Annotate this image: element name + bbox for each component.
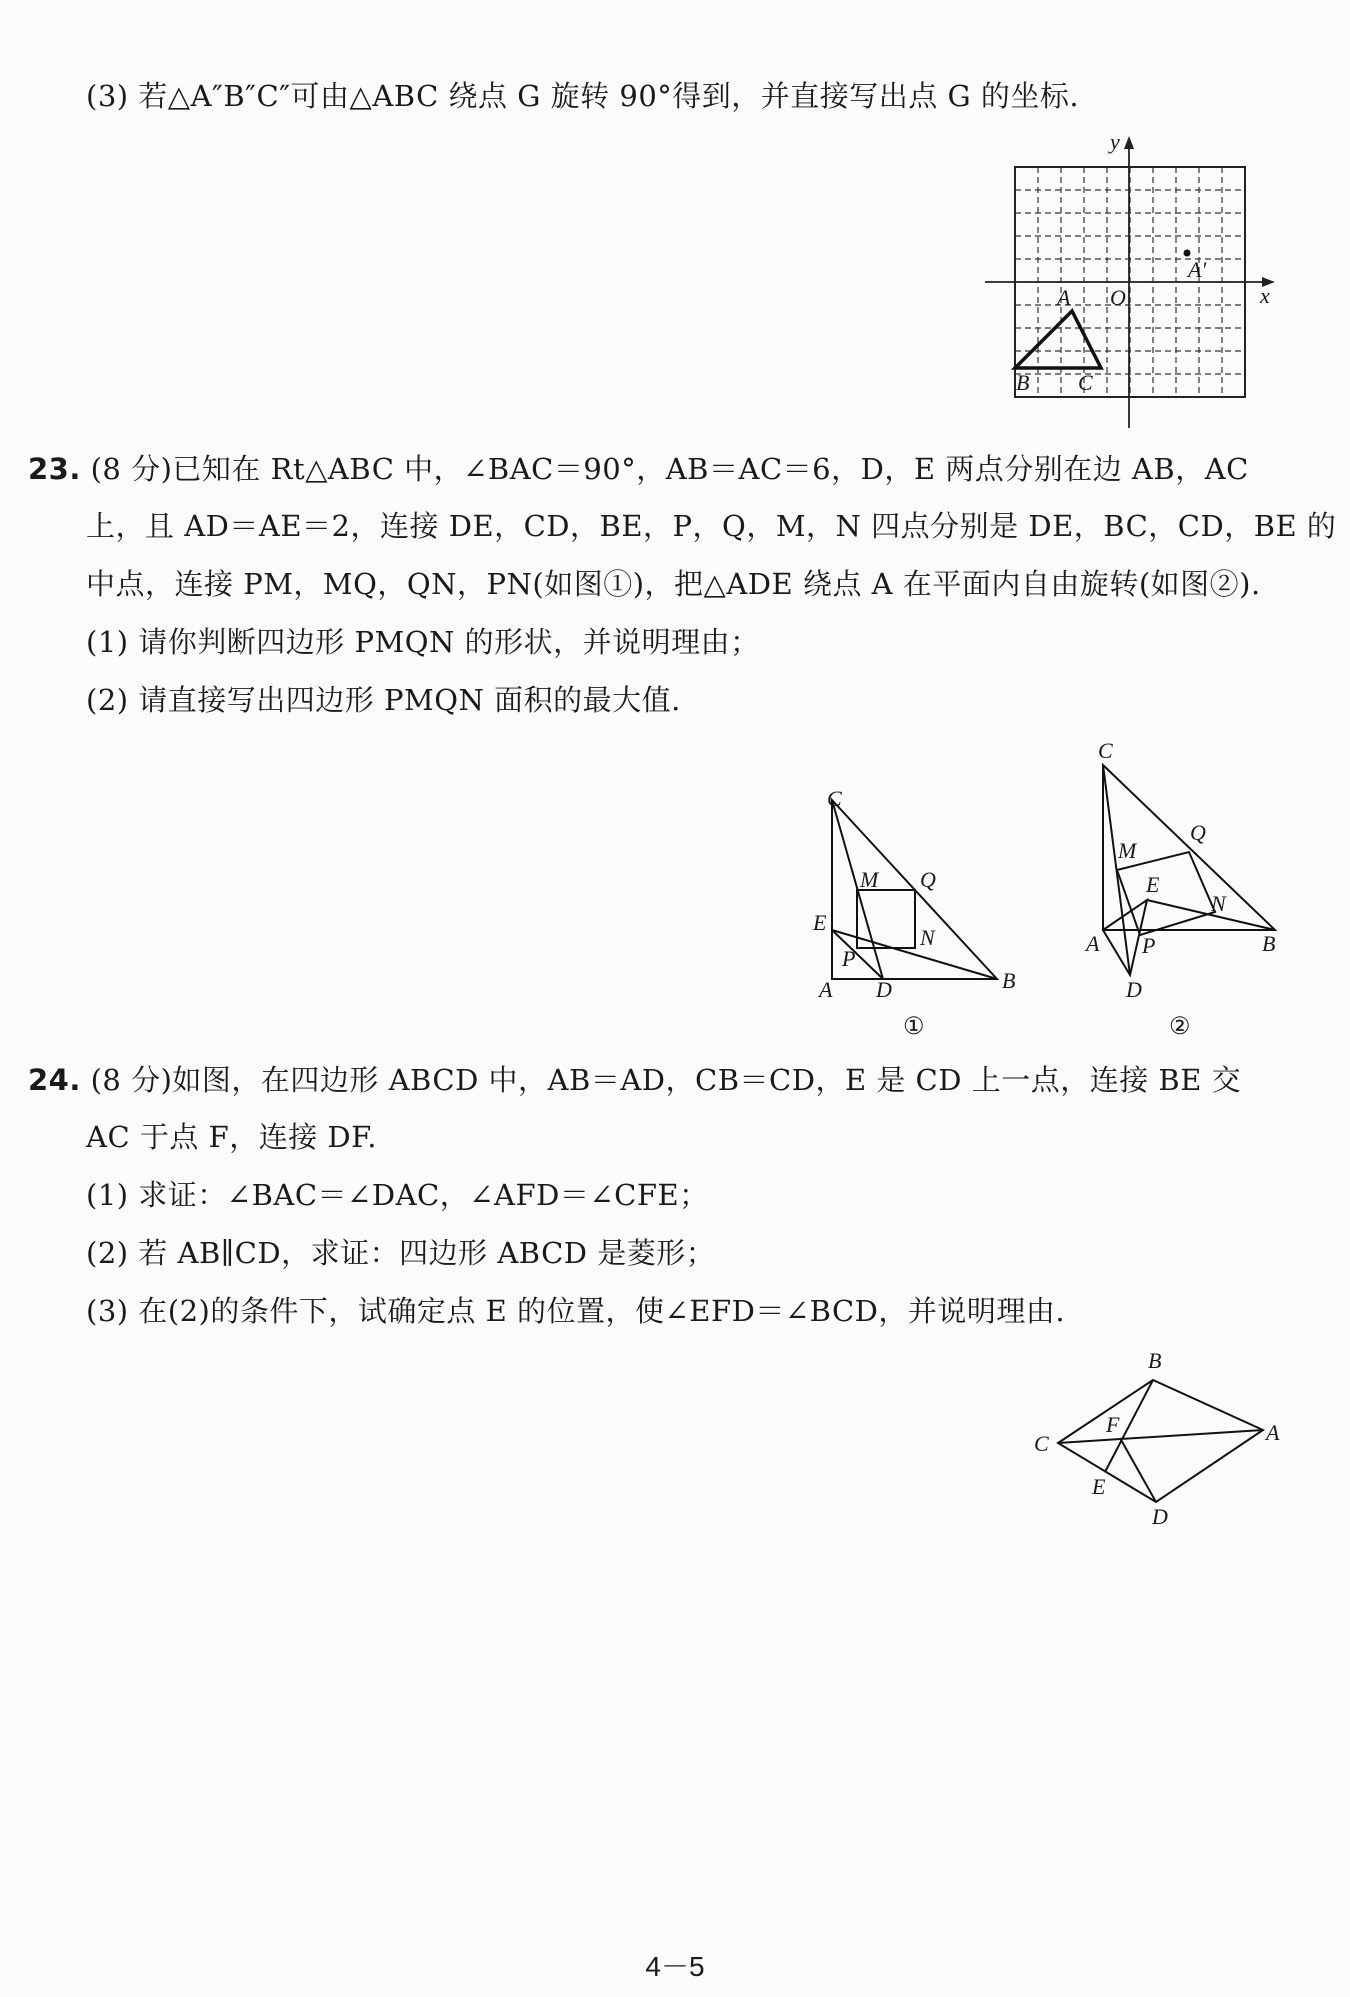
page-number: 4－5 [645, 1951, 705, 1982]
q23-figure-2 [1075, 735, 1300, 1050]
q23-f2-label-n: N [1211, 891, 1226, 916]
q22-x-axis-label: x [1260, 283, 1270, 308]
q23-figure-1-caption: ① [903, 1014, 925, 1040]
q24-label-a: A [1266, 1420, 1280, 1445]
q22-point-a-prime-label: A′ [1188, 257, 1207, 282]
q22-point-b-label: B [1016, 370, 1030, 395]
q23-f2-label-a: A [1086, 931, 1100, 956]
q24-part1: (1) 求证：∠BAC＝∠DAC，∠AFD＝∠CFE； [86, 1178, 709, 1212]
q23-f1-label-m: M [860, 867, 879, 892]
q23-f2-label-c: C [1098, 738, 1113, 763]
q24-line-1 [28, 1060, 1241, 1100]
q22-part3-text: (3) 若△A″B″C″可由△ABC 绕点 G 旋转 90°得到，并直接写出点 G 的坐标. [86, 79, 1080, 113]
q23-part1: (1) 请你判断四边形 PMQN 的形状，并说明理由； [86, 625, 760, 659]
q23-f1-label-b: B [1002, 968, 1016, 993]
q24-line-2: AC 于点 F，连接 DF. [86, 1120, 377, 1154]
q23-figure-2-caption: ② [1169, 1014, 1191, 1040]
q24-rhombus-figure [1025, 1340, 1295, 1530]
q24-text-1: (8 分)如图，在四边形 ABCD 中，AB＝AD，CB＝CD，E 是 CD 上一点，连接 BE 交 [90, 1063, 1242, 1097]
q22-point-c-label: C [1078, 370, 1093, 395]
q23-f2-label-b: B [1262, 931, 1276, 956]
q23-line-1 [28, 449, 1249, 489]
q24-number: 24. [28, 1063, 81, 1097]
q23-text-1: (8 分)已知在 Rt△ABC 中，∠BAC＝90°，AB＝AC＝6，D，E 两点分别在边 AB，AC [90, 452, 1249, 486]
q22-point-a-label: A [1057, 285, 1071, 310]
q24-part3: (3) 在(2)的条件下，试确定点 E 的位置，使∠EFD＝∠BCD，并说明理由. [86, 1294, 1066, 1328]
q23-f1-label-c: C [827, 786, 842, 811]
q24-part2: (2) 若 AB∥CD，求证：四边形 ABCD 是菱形； [86, 1236, 716, 1270]
q23-number: 23. [28, 452, 81, 486]
q22-y-axis-label: y [1110, 129, 1120, 154]
q23-f1-label-n: N [920, 925, 935, 950]
q22-coordinate-grid-figure [975, 128, 1285, 433]
q23-f1-label-a: A [819, 977, 833, 1002]
q23-f2-label-m: M [1118, 838, 1137, 863]
q22-origin-label: O [1110, 285, 1126, 310]
q23-f1-label-p: P [842, 946, 856, 971]
q24-label-d: D [1152, 1504, 1168, 1529]
q23-f2-label-d: D [1126, 977, 1142, 1002]
q23-line-2: 上，且 AD＝AE＝2，连接 DE，CD，BE，P，Q，M，N 四点分别是 DE，BC，CD，BE 的 [86, 509, 1337, 543]
q23-f1-label-q: Q [920, 867, 936, 892]
q23-f2-label-q: Q [1190, 820, 1206, 845]
q23-part2: (2) 请直接写出四边形 PMQN 面积的最大值. [86, 683, 681, 717]
q23-f2-label-e: E [1146, 872, 1160, 897]
q24-label-e: E [1092, 1474, 1106, 1499]
q24-label-c: C [1034, 1431, 1049, 1456]
q24-label-b: B [1148, 1348, 1162, 1373]
q23-f1-label-e: E [813, 910, 827, 935]
q23-figure-1 [805, 780, 1035, 1050]
q23-line-3: 中点，连接 PM，MQ，QN，PN(如图①)，把△ADE 绕点 A 在平面内自由旋转(如图②). [86, 567, 1261, 601]
q23-f2-label-p: P [1142, 933, 1156, 958]
q24-label-f: F [1106, 1412, 1120, 1437]
q23-f1-label-d: D [876, 977, 892, 1002]
